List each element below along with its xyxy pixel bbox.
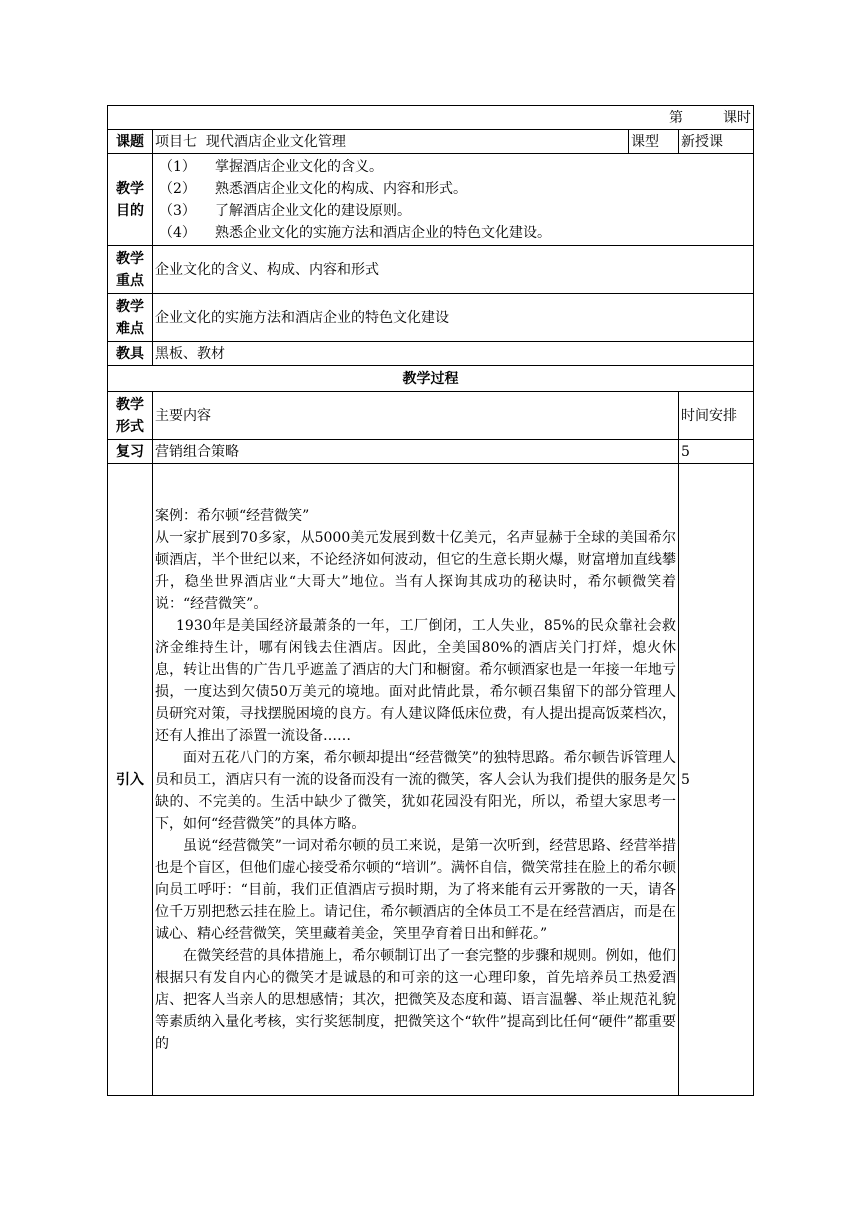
key-points-label: 教学重点 bbox=[108, 246, 153, 294]
column-form-header: 教学形式 bbox=[108, 392, 153, 440]
column-time-header: 时间安排 bbox=[679, 392, 754, 440]
case-paragraph: 面对五花八门的方案，希尔顿却提出“经营微笑”的独特思路。希尔顿告诉管理人员和员工，酒店只有一流的设备而没有一流的微笑，客人会认为我们提供的服务是欠缺的、不完美的。生活中缺少了微笑，犹如花园没有阳光，所以，希望大家思考一下，如何“经营微笑”的具体方略。 bbox=[155, 749, 676, 832]
difficulties-value: 企业文化的实施方法和酒店企业的特色文化建设 bbox=[153, 294, 754, 342]
lesson-prefix: 第 bbox=[669, 109, 683, 126]
lesson-type-label: 课型 bbox=[629, 130, 679, 154]
tools-label: 教具 bbox=[108, 342, 153, 366]
intro-row bbox=[108, 464, 754, 1096]
case-paragraph: 1930年是美国经济最萧条的一年，工厂倒闭，工人失业，85%的民众靠社会救济金维持生计，哪有闲钱去住酒店。因此，全美国80%的酒店关门打烊，熄火休息，转让出售的广告几乎遮盖了酒店的大门和橱窗。希尔顿酒家也是一年接一年地亏损，一度达到欠债50万美元的境地。面对此情此景，希尔顿召集留下的部分管理人员研究对策，寻找摆脱困境的良方。有人建议降低床位费，有人提出提高饭菜档次，还有人推出了添置一流设备…… bbox=[155, 617, 676, 744]
case-paragraph: 从一家扩展到70多家，从5000美元发展到数十亿美元，名声显赫于全球的美国希尔顿酒店，半个世纪以来，不论经济如何波动，但它的生意长期火爆，财富增加直线攀升，稳坐世界酒店业“大哥大”地位。当有人探询其成功的秘诀时，希尔顿微笑着说：“经营微笑”。 bbox=[155, 529, 676, 612]
review-content: 营销组合策略 bbox=[153, 440, 679, 464]
case-title: 案例：希尔顿“经营微笑” bbox=[155, 507, 310, 524]
objective-item: （4） 熟悉企业文化的实施方法和酒店企业的特色文化建设。 bbox=[159, 224, 551, 241]
topic-row bbox=[108, 130, 754, 154]
tools-value: 黑板、教材 bbox=[153, 342, 754, 366]
process-header-row bbox=[108, 392, 754, 440]
difficulties-row bbox=[108, 294, 754, 342]
review-label: 复习 bbox=[108, 440, 153, 464]
lesson-plan-table bbox=[107, 105, 754, 1096]
objectives-list bbox=[153, 154, 754, 246]
topic-label: 课题 bbox=[108, 130, 153, 154]
key-points-row bbox=[108, 246, 754, 294]
objective-item: （1） 掌握酒店企业文化的含义。 bbox=[159, 158, 383, 175]
lesson-suffix: 课时 bbox=[723, 109, 751, 126]
objectives-row bbox=[108, 154, 754, 246]
review-time: 5 bbox=[679, 440, 754, 464]
lesson-type-value: 新授课 bbox=[679, 130, 754, 154]
lesson-number-row bbox=[108, 106, 754, 130]
objectives-label: 教学目的 bbox=[108, 154, 153, 246]
difficulties-label: 教学难点 bbox=[108, 294, 153, 342]
objective-item: （2） 熟悉酒店企业文化的构成、内容和形式。 bbox=[159, 180, 467, 197]
case-paragraph: 虽说“经营微笑”一词对希尔顿的员工来说，是第一次听到，经营思路、经营举措也是个盲区，但他们虚心接受希尔顿的“培训”。满怀自信，微笑常挂在脸上的希尔顿向员工呼吁：“目前，我们正值酒店亏损时期，为了将来能有云开雾散的一天，请各位千万别把愁云挂在脸上。请记住，希尔顿酒店的全体员工不是在经营酒店，而是在诚心、精心经营微笑，笑里藏着美金，笑里孕育着日出和鲜花。” bbox=[155, 837, 676, 942]
review-row bbox=[108, 440, 754, 464]
objective-item: （3） 了解酒店企业文化的建设原则。 bbox=[159, 202, 411, 219]
topic-value: 项目七 现代酒店企业文化管理 bbox=[153, 130, 629, 154]
lesson-number-cell bbox=[108, 106, 754, 130]
tools-row bbox=[108, 342, 754, 366]
intro-content bbox=[153, 464, 679, 1096]
case-paragraph: 在微笑经营的具体措施上，希尔顿制订出了一套完整的步骤和规则。例如，他们根据只有发自内心的微笑才是诚恳的和可亲的这一心理印象，首先培养员工热爱酒店、把客人当亲人的思想感情；其次，把微笑及态度和蔼、语言温馨、举止规范礼貌等素质纳入量化考核，实行奖惩制度，把微笑这个“软件”提高到比任何“硬件”都重要的 bbox=[155, 947, 676, 1052]
intro-label: 引入 bbox=[108, 464, 153, 1096]
process-title-row bbox=[108, 366, 754, 392]
process-title: 教学过程 bbox=[108, 366, 754, 392]
intro-time: 5 bbox=[679, 464, 754, 1096]
key-points-value: 企业文化的含义、构成、内容和形式 bbox=[153, 246, 754, 294]
column-content-header: 主要内容 bbox=[153, 392, 679, 440]
